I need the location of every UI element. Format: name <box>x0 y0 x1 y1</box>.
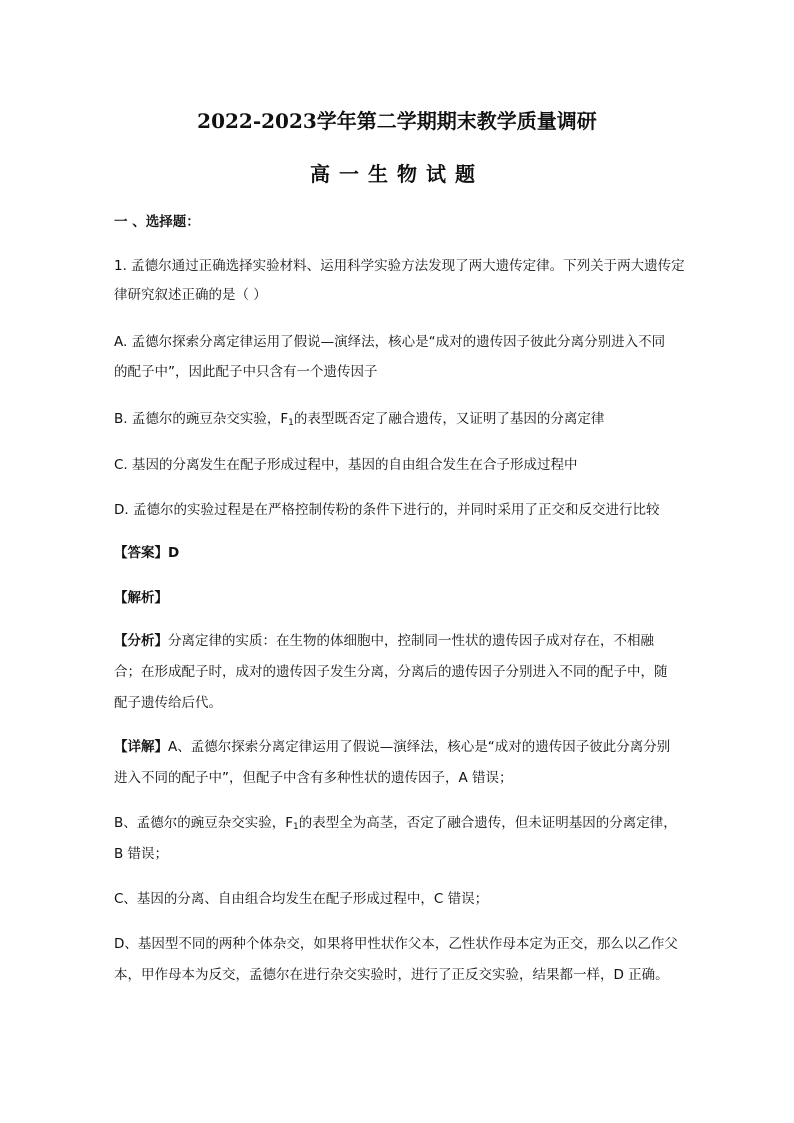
option-d: D. 孟德尔的实验过程是在严格控制传粉的条件下进行的，并同时采用了正交和反交进行比较 <box>114 502 660 518</box>
xiangjie-line-c: C、基因的分离、自由组合均发生在配子形成过程中，C 错误； <box>114 891 489 907</box>
option-b-post: 的表型既否定了融合遗传，又证明了基因的分离定律 <box>293 411 605 427</box>
question-stem-line-2: 律研究叙述正确的是（ ） <box>114 287 267 303</box>
xiangjie-line-d2: 本，甲作母本为反交，孟德尔在进行杂交实验时，进行了正反交实验，结果都一样，D 正确。 <box>114 967 669 983</box>
xiangjie-line-b2: B 错误； <box>114 846 169 862</box>
xiangjie-line-a1 <box>114 737 714 757</box>
answer-label: 【答案】D <box>114 545 180 561</box>
xiangjie-text-a1: A、孟德尔探索分离定律运用了假说—演绎法，核心是“成对的遗传因子彼此分离分别 <box>168 739 671 755</box>
option-a-line-2: 的配子中”，因此配子中只含有一个遗传因子 <box>114 364 378 380</box>
option-b-pre: B. 孟德尔的豌豆杂交实验，F <box>114 411 289 427</box>
xiangjie-line-d1: D、基因型不同的两种个体杂交，如果将甲性状作父本，乙性状作母本定为正交，那么以乙作父 <box>114 936 678 952</box>
xiangjie-b1-pre: B、孟德尔的豌豆杂交实验，F <box>114 815 294 831</box>
analysis-heading: 【解析】 <box>114 590 168 606</box>
fenxi-line-1 <box>114 631 714 651</box>
fenxi-text-1: 分离定律的实质：在生物的体细胞中，控制同一性状的遗传因子成对存在，不相融 <box>168 633 654 649</box>
exam-title: 2022-2023学年第二学期期末教学质量调研 <box>197 109 597 133</box>
option-a-line-1: A. 孟德尔探索分离定律运用了假说—演绎法，核心是“成对的遗传因子彼此分离分别进入不同 <box>114 334 666 350</box>
section-heading: 一 、选择题： <box>114 214 200 230</box>
fenxi-tag: 【分析】 <box>114 633 168 649</box>
option-c: C. 基因的分离发生在配子形成过程中，基因的自由组合发生在合子形成过程中 <box>114 457 578 473</box>
fenxi-line-2: 合；在形成配子时，成对的遗传因子发生分离，分离后的遗传因子分别进入不同的配子中，随 <box>114 664 668 680</box>
option-b-subscript: 1 <box>288 418 294 428</box>
question-stem-line-1: 1. 孟德尔通过正确选择实验材料、运用科学实验方法发现了两大遗传定律。下列关于两大遗传定 <box>114 258 685 274</box>
xiangjie-b1-post: 的表型全为高茎，否定了融合遗传，但未证明基因的分离定律， <box>298 815 677 831</box>
xiangjie-line-a2: 进入不同的配子中”，但配子中含有多种性状的遗传因子，A 错误； <box>114 770 513 786</box>
option-b <box>114 409 714 433</box>
exam-subtitle: 高一生物试题 <box>310 162 484 186</box>
xiangjie-line-b1 <box>114 813 714 837</box>
xiangjie-b1-subscript: 1 <box>293 822 299 832</box>
xiangjie-tag: 【详解】 <box>114 739 168 755</box>
fenxi-line-3: 配子遗传给后代。 <box>114 695 222 711</box>
